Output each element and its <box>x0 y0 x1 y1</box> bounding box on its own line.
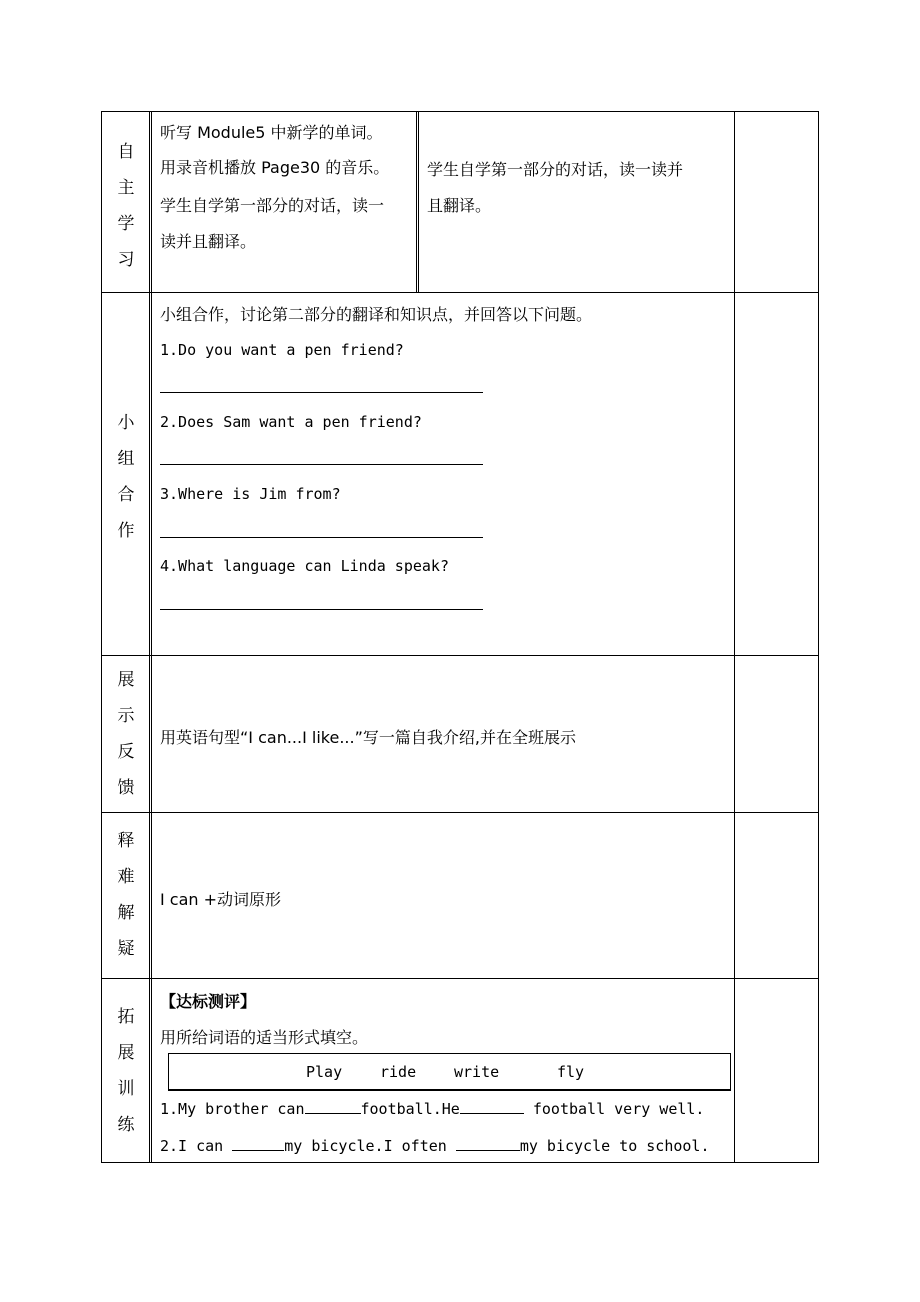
question: 3.Where is Jim from? <box>160 485 341 503</box>
self-study-line: 学生自学第一部分的对话，读一 <box>160 196 385 215</box>
answer-line[interactable] <box>160 537 483 538</box>
show-task: 用英语句型“I can...I like...”写一篇自我介绍,并在全班展示 <box>160 728 576 747</box>
explain-text: I can +动词原形 <box>160 890 282 909</box>
column-divider <box>416 111 417 292</box>
section-label-self-study: 自 主 学 习 <box>117 142 135 270</box>
practice-question-2: 2.I can my bicycle.I often my bicycle to school. <box>160 1137 710 1155</box>
row-divider <box>101 292 819 293</box>
blank[interactable] <box>460 1113 524 1114</box>
table-border-bottom <box>101 1162 819 1163</box>
row-divider <box>101 978 819 979</box>
row-divider <box>101 655 819 656</box>
table-border-right <box>818 111 819 1163</box>
word-option: fly <box>557 1063 585 1081</box>
student-activity-line: 且翻译。 <box>427 196 492 215</box>
practice-instruction: 用所给词语的适当形式填空。 <box>160 1028 369 1047</box>
section-label-explain: 释 难 解 疑 <box>117 831 135 959</box>
section-label-practice: 拓 展 训 练 <box>117 1007 135 1135</box>
answer-line[interactable] <box>160 609 483 610</box>
word-option: Play <box>306 1063 343 1081</box>
practice-question-1: 1.My brother can football.He football very well. <box>160 1100 705 1118</box>
question: 2.Does Sam want a pen friend? <box>160 413 422 431</box>
student-activity-line: 学生自学第一部分的对话，读一读并 <box>427 160 684 179</box>
table-border-top <box>101 111 819 112</box>
blank[interactable] <box>232 1150 284 1151</box>
section-label-show: 展 示 反 馈 <box>117 670 135 798</box>
self-study-line: 听写 Module5 中新学的单词。 <box>160 123 383 142</box>
word-option: ride <box>380 1063 417 1081</box>
group-work-intro: 小组合作，讨论第二部分的翻译和知识点，并回答以下问题。 <box>160 305 593 324</box>
answer-line[interactable] <box>160 392 483 393</box>
word-option: write <box>454 1063 500 1081</box>
word-box <box>168 1053 731 1091</box>
self-study-line: 用录音机播放 Page30 的音乐。 <box>160 158 390 177</box>
practice-heading: 【达标测评】 <box>160 992 257 1011</box>
column-divider <box>418 111 419 292</box>
column-divider <box>151 111 152 1163</box>
question: 1.Do you want a pen friend? <box>160 341 404 359</box>
question: 4.What language can Linda speak? <box>160 557 449 575</box>
row-divider <box>101 812 819 813</box>
answer-line[interactable] <box>160 464 483 465</box>
self-study-line: 读并且翻译。 <box>160 232 257 251</box>
column-divider <box>734 111 735 1163</box>
blank[interactable] <box>456 1150 520 1151</box>
section-label-group-work: 小 组 合 作 <box>117 413 135 541</box>
blank[interactable] <box>305 1113 361 1114</box>
